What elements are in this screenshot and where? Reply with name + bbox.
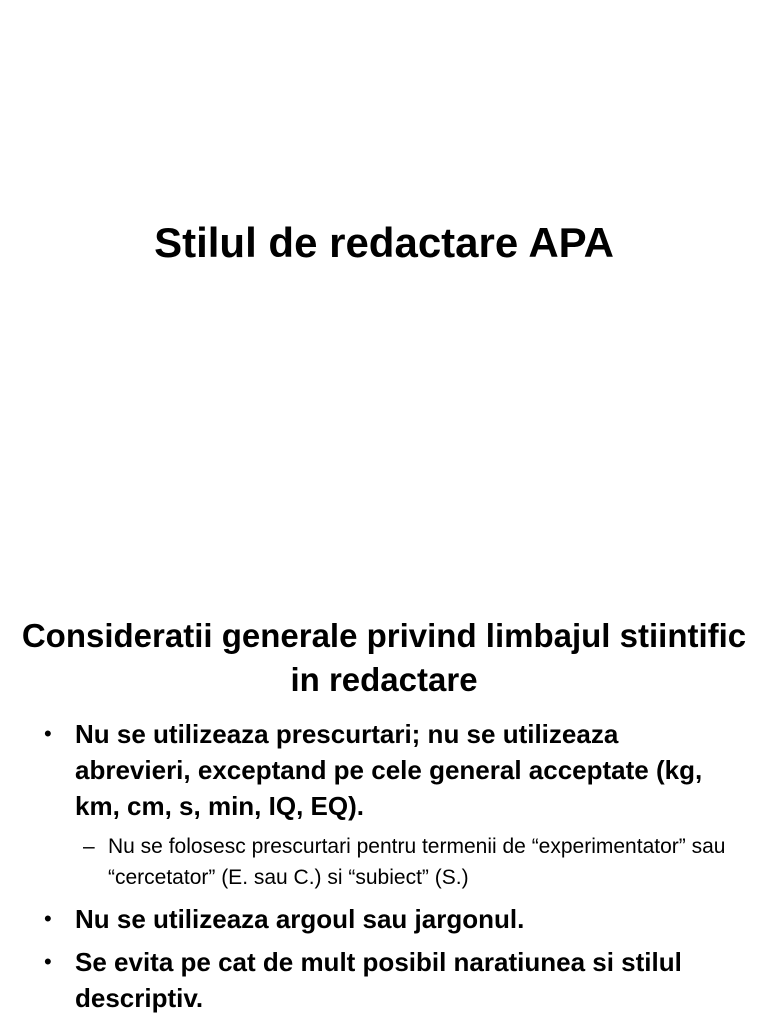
bullet-item	[0, 944, 768, 1016]
bullet-list	[0, 716, 768, 1023]
sub-bullet-text: Nu se folosesc prescurtari pentru termenii de “experimentator” sau “cercetator” (E. sau C.) si “subiect” (S.)	[108, 835, 726, 889]
bullet-icon: •	[44, 949, 52, 974]
bullet-text: Se evita pe cat de mult posibil naratiunea si stilul descriptiv.	[75, 947, 682, 1013]
bullet-icon: •	[44, 721, 52, 746]
bullet-item	[0, 716, 768, 824]
slide-heading: Consideratii generale privind limbajul stiintific in redactare	[21, 617, 747, 698]
bullet-icon: •	[44, 906, 52, 931]
bullet-item	[0, 901, 768, 937]
dash-icon: –	[83, 835, 95, 858]
bullet-text: Nu se utilizeaza prescurtari; nu se utilizeaza abrevieri, exceptand pe cele general acceptate (kg, km, cm, s, min, IQ, EQ).	[75, 719, 703, 821]
bullet-text: Nu se utilizeaza argoul sau jargonul.	[75, 904, 525, 934]
slide-title: Stilul de redactare APA	[154, 219, 614, 266]
sub-bullet-item	[0, 831, 768, 893]
content-slide	[0, 576, 768, 1024]
